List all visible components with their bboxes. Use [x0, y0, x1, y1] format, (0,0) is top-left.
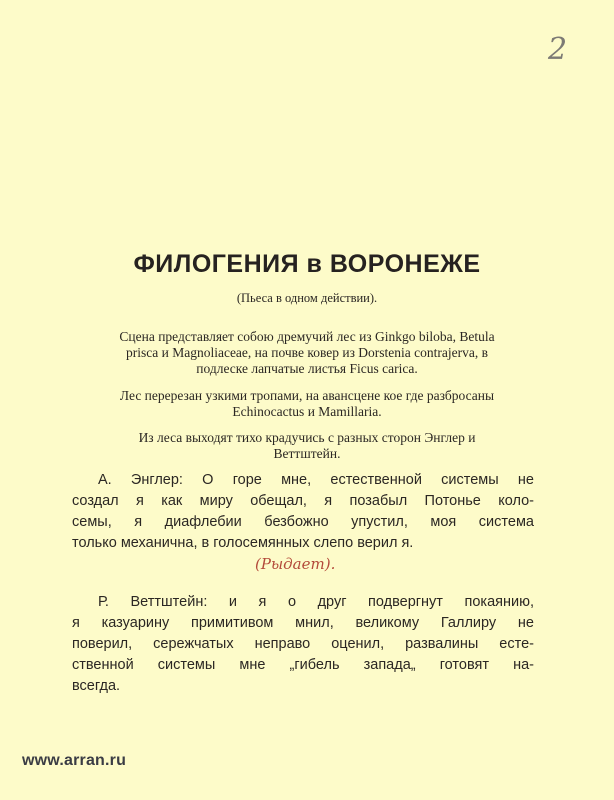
- engler-speech: [72, 470, 534, 554]
- site-watermark: www.arran.ru: [22, 752, 127, 769]
- wettstein-speech: [72, 592, 534, 697]
- play-subtitle: (Пьеса в одном действии).: [236, 291, 378, 305]
- speech-line: Р. Веттштейн: и я о друг подвергнут покаянию,: [98, 594, 534, 610]
- handwritten-page-number: 2: [548, 32, 568, 67]
- entrance-description: [62, 430, 552, 462]
- stage-direction: (Рыдает).: [255, 555, 336, 573]
- speech-line: только механична, в голосемянных слепо верил я.: [72, 535, 414, 551]
- play-title: ФИЛОГЕНИЯ в ВОРОНЕЖЕ: [133, 250, 481, 278]
- entrance-line: Из леса выходят тихо крадучись с разных сторон Энглер и: [138, 430, 476, 445]
- speech-line: А. Энглер: О горе мне, естественной системы не: [98, 472, 534, 488]
- speech-line: я казуарину примитивом мнил, великому Галлиру не: [72, 615, 534, 631]
- entrance-line: Веттштейн.: [273, 446, 341, 461]
- scene-line: подлеске лапчатые листья Ficus carica.: [196, 361, 418, 376]
- scene-description: [62, 329, 552, 377]
- speech-line: семы, я диафлебии безбожно упустил, моя система: [72, 514, 534, 530]
- scene-line: Сцена представляет собою дремучий лес из Ginkgo biloba, Betula: [119, 329, 495, 344]
- forest-description: [62, 388, 552, 420]
- speech-line: поверил, сережчатых неправо оценил, развалины есте-: [72, 636, 534, 652]
- scene-line: prisca и Magnoliaceae, на почве ковер из Dorstenia contrajerva, в: [126, 345, 488, 360]
- forest-line: Echinocactus и Mamillaria.: [232, 404, 382, 419]
- speech-line: ственной системы мне „гибель запада„ готовят на-: [72, 657, 534, 673]
- speech-line: всегда.: [72, 678, 121, 694]
- forest-line: Лес перерезан узкими тропами, на авансцене кое где разбросаны: [119, 388, 495, 403]
- speech-line: создал я как миру обещал, я позабыл Потонье коло-: [72, 493, 534, 509]
